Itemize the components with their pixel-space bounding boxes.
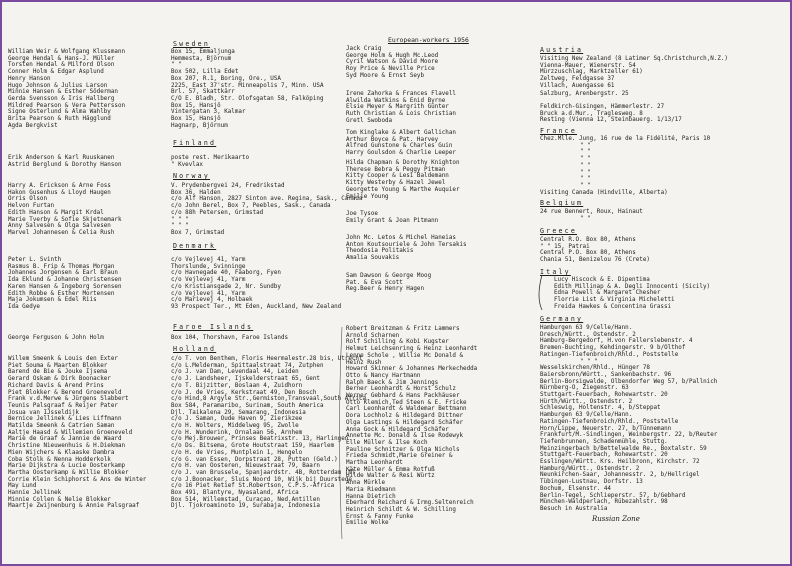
address-line: Vintergatan 3, Kalmar [171, 109, 246, 116]
denmark-addresses [171, 257, 341, 311]
section-label-austria: Austria [540, 46, 584, 54]
address-line: Bruck a.d.Mur., Traglesweg. 8 [540, 110, 643, 117]
name-line: Richard Davis & Arend Prins [8, 382, 104, 389]
name-line: Bernice Jellinek & Lies Liffmann [8, 416, 122, 423]
handwritten-note: Russian Zone [592, 515, 640, 523]
ditto-line: " " [580, 169, 591, 176]
address-line: Djl. Tjokroaminoto 19, Surabaja, Indonesia [171, 503, 320, 510]
name-line: Cyril Watson & David Moore [346, 59, 439, 66]
name-line: Pat. & Eva Scott [346, 279, 403, 286]
name-line: William Weir & Wolfgang Klussmann [8, 49, 126, 55]
address-line: c/o Kristiansgade 2, Nr. Sundby [171, 283, 281, 290]
name-line: Henry Hanson [8, 75, 51, 82]
sweden-names [8, 49, 125, 129]
name-line: Dora Lochholz & Hildegard Dittner [346, 413, 464, 420]
address-line: 2225, East 37'str. Minneapolis 7, Minn. USA [171, 82, 324, 89]
name-line: Carl Leonhardt & Waldemar Bettmann [346, 406, 467, 413]
address-line: Ratingen-Tiefenbroich/Rhld., Poststelle [540, 351, 679, 358]
name-line: Mien Wijchers & Klaaske Dambra [8, 449, 115, 456]
name-line: Piet Souma & Maarten Blokker [8, 362, 108, 369]
address-line: c/o Mej.Brouwer, Prinses Beatrixstr. 13, Harlingen [171, 436, 349, 443]
name-line: Anna Mürkle [346, 480, 386, 487]
address-line: c/o 16 Piet Retief St.Robertson, C.P.S.-Africa [171, 483, 335, 490]
name-line: Anny Salvesen & Olga Salvesen [8, 223, 111, 230]
address-line: Thorslunde, Svinninge [171, 263, 246, 270]
address-line: c/o Havnegade 40, Faaborg, Fyen [171, 270, 281, 277]
name-line: Florrie List & Virginia Micheletti [554, 297, 675, 304]
section-label-greece: Greece [540, 227, 578, 235]
address-line: " " " [171, 223, 189, 230]
section-label-norway: Norway [173, 172, 211, 180]
name-line: Gerard Oskam & Dirk Boonacker [8, 376, 111, 383]
address-line: " " 15, Patrai [540, 243, 590, 250]
address-line: c/o Alf Hanson, 2827 Sinton ave. Regina, Sask., Canada [171, 196, 363, 203]
name-line: John Mc. Letos & Michel Haneias [346, 235, 456, 241]
address-line: c/o H. de Vries, Muntplein 1, Hengelo [171, 449, 303, 456]
name-line: Emilie Wolke [346, 520, 389, 527]
name-line: Ernst & Fanny Funke [346, 513, 414, 520]
middle-names-group-1 [346, 46, 438, 80]
address-line: Chez.Mlle. Jung, 16 rue de la Fidélité, Paris 10 [540, 136, 711, 142]
italy-bracket [539, 275, 542, 310]
address-line: Box 207, R.1, Boring, Ore., USA [171, 75, 281, 82]
name-line: Conner Holm & Edgar Asplund [8, 69, 104, 76]
name-line: Orris Olson [8, 196, 48, 203]
address-line: Resting (Vienna 12, Steinbauerg. 1/13/17 [540, 117, 682, 124]
address-line: Schleswig, Holtenstr. 4, b/Steppat [540, 405, 661, 412]
section-label-finland: Finland [173, 139, 217, 147]
name-line: Roy Price & Neville Price [346, 66, 435, 73]
name-line: Freida Hawkes & Concentina Grassi [554, 303, 672, 310]
name-line: Matilda Smeenk & Catrien Saman [8, 423, 115, 430]
name-line: Heinrich Schildt & W. Schilling [346, 506, 456, 513]
address-line: c/o Hind,8 Argyle Str.,Germiston,Transvaal,South Africa [171, 396, 367, 403]
name-line: Anton Koutsouriele & John Tersakis [346, 241, 467, 248]
name-line: Minnie Collen & Nelie Blokker [8, 496, 111, 503]
section-label-italy: Italy [540, 268, 571, 276]
address-line: Vienna-Mauer, Wienerstr. 54 [540, 62, 636, 69]
name-line: Willem Smeenk & Louis den Exter [8, 356, 118, 362]
name-line: George Hendal & Hans-J. Müller [8, 55, 115, 62]
name-line: Torsten Hendal & Milford Olson [8, 62, 115, 69]
finland-addresses [171, 155, 249, 168]
name-line: Rasmus B. Frip & Thomas Morgan [8, 263, 115, 270]
name-line: Lucy Hiscock & E. Dipentima [554, 277, 650, 283]
address-line: Besuch in Australia [540, 505, 608, 512]
address-line: Box 584, Paramaribo, Surinam, South America [171, 402, 324, 409]
name-line: Gerda Svensson & Iris Hallberg [8, 95, 115, 102]
address-line: Tübingen-Lustnau, Dorfstr. 13 [540, 479, 643, 486]
belgium-lines [540, 209, 643, 222]
address-line: Box 491, Blantyre, Nyasaland, Africa [171, 490, 299, 497]
address-line: Tiefenbrunnen, Schadenmühle, Stuttg. [540, 438, 668, 445]
address-line: Visiting Canada (Hindville, Alberta) [540, 189, 668, 196]
name-line: Teunis Palsgraaf & Reijer Pater [8, 402, 118, 409]
address-line: Berlin-Tegel, Schlieperstr. 57, b/Gebhard [540, 492, 686, 499]
middle-names-group-8 [346, 326, 477, 527]
italy-lines [554, 277, 710, 311]
denmark-names [8, 257, 122, 311]
address-line: Hagnarp, Björnum [171, 122, 228, 129]
name-line: Coba Stolk & Nenna Hodderkolk [8, 456, 111, 463]
address-line: c/o Marievej 4, Holbaek [171, 297, 253, 304]
address-line: Esslingen/Württ. Krs. Heilbronn, Kirchstr. 72 [540, 459, 700, 466]
name-line: Aaltje Haasd & Willemien Groeneveld [8, 429, 133, 436]
section-label-france: France [540, 127, 578, 135]
address-line: c/o Ds. Bitsema, Grote Houtstraat 159, Haarlem [171, 443, 335, 450]
name-line: Reg.Beer & Henry Hagen [346, 286, 425, 293]
name-line: Gretl Swoboda [346, 117, 393, 124]
name-line: George Ferguson & John Holm [8, 335, 104, 341]
germany-lines [540, 325, 717, 513]
name-line: Harry A. Erickson & Arne Foss [8, 183, 111, 189]
address-line: Box 36, Halden [171, 189, 221, 196]
france-lines [540, 136, 710, 196]
name-line: Pauline Schnitzer & Olga Nichols [346, 446, 460, 453]
address-line: München-Waldperlach, Rübezahlstr. 98 [540, 499, 668, 506]
name-line: Peter L. Svinth [8, 257, 62, 263]
middle-names-group-2 [346, 91, 456, 125]
name-line: Ralph Baeck & Jim Jennings [346, 379, 439, 386]
address-line: Stuttgart-Feuerbach, Rohewartstr. 20 [540, 392, 668, 399]
address-line: c/o John Berel, Box 7, Peebles, Sask., Canada [171, 203, 331, 210]
name-line: Olga Lastings & Hildegard Schäfer [346, 419, 464, 426]
address-line: c/o J. van Dam, Levendaal 44, Leiden [171, 369, 299, 376]
address-line: Berlin-Borsigwalde, Olbendorfer Weg 57, b/Pallnich [540, 378, 718, 385]
name-line: Annette Mc. Donald & Ilse Rodewyk [346, 433, 464, 440]
austria-lines-2 [540, 91, 629, 98]
address-line: Meinzingerbach b/Bettelwalde Re., Boxtalstr. 59 [540, 445, 707, 452]
holland-addresses [171, 356, 366, 510]
name-line: Arnold Scharnen [346, 332, 400, 339]
name-line: Maria Riedmann [346, 486, 396, 493]
address-line: c/o G. van Essen, Dorpstraat 28, Putten (Geld.) [171, 456, 338, 463]
name-line: George Holm & Hugh Mc.Leod [346, 52, 439, 59]
name-line: Frank v.d.Merwe & Jürgens Slabbert [8, 396, 129, 403]
section-label-germany: Germany [540, 315, 584, 323]
address-line: Box 15, Emmaljunga [171, 49, 235, 55]
name-line: Ida Gedye [8, 303, 40, 310]
name-line: Amalia Souvakis [346, 255, 400, 262]
name-line: Howard Skinner & Johannes Merkechedda [346, 366, 478, 373]
name-line: Theodosia Politakis [346, 248, 414, 255]
address-line: c/o Vejlevej 41, Yarm [171, 290, 246, 297]
norway-names [8, 183, 122, 237]
name-line: Syd Moore & Ernst Seyb [346, 72, 425, 79]
name-line: Rolf Schilling & Kobi Kugster [346, 339, 449, 346]
name-line: Edith Robbe & Esther Mortensen [8, 290, 115, 297]
address-line: c/o J. Landsheer, Ijskelderstraat 65, Gent [171, 376, 320, 383]
address-line: c/o T. Bijzitter, Boslaan 4, Zuidhorn [171, 382, 303, 389]
address-line: c/o H. Wolters, Middelweg 95, Zwolle [171, 423, 299, 430]
greece-lines [540, 237, 650, 264]
name-line: Mildred Pearson & Vera Pettersson [8, 102, 126, 109]
name-line: Alfred Gunstone & Charles Guin [346, 143, 453, 150]
address-line: C/O E. Bladh, Str. Olofsgatan 58, Falköping [171, 95, 324, 102]
ditto-line: " " [580, 156, 591, 163]
name-line: Harry Goulsdon & Charlie Leeper [346, 150, 456, 157]
address-line: Salzburg, Arenbergstr. 25 [540, 91, 629, 97]
middle-names-group-3 [346, 130, 456, 157]
section-label-holland: Holland [173, 345, 217, 353]
address-line: Mürzzuschlag, Marktzeller 61) [540, 69, 643, 76]
name-line: Ruth Christian & Lois Christian [346, 111, 456, 118]
address-line: c/o Vejlevej 41, Yarm [171, 257, 246, 263]
address-line: Central P.O. Box 80, Athens [540, 250, 636, 257]
address-line: Neunkirchen-Saar, Johannesstr. 2, b/Hellrigel [540, 472, 700, 479]
address-line: V. Prydenbergvei 24, Fredrikstad [171, 183, 285, 189]
address-line: Central R.O. Box 80, Athens [540, 237, 636, 243]
address-line: Brl. 57, Skattkärr [171, 89, 235, 96]
name-line: Elsie Meyer & Margrith Günter [346, 104, 449, 111]
name-line: Werner Gebhard & Hans Packhäuser [346, 393, 460, 400]
name-line: Anna Gock & Hildegard Schäfer [346, 426, 449, 433]
name-line: Piet Blokker & Berend Groeneveld [8, 389, 122, 396]
name-line: Maja Jokumsen & Edel Riis [8, 297, 97, 304]
name-line: Joe Tysoe [346, 211, 378, 217]
section-label-belgium: Belgium [540, 199, 584, 207]
address-line: c/o H. Wunderink, Ornalaan 56, Arnhem [171, 429, 303, 436]
address-line: Visiting New Zealand (8 Latimer Sq.Christchurch,N.Z.) [540, 56, 728, 62]
holland-names [8, 356, 146, 510]
name-line: Edith Millinap & A. Degli Innocenti (Sicily) [554, 283, 711, 290]
name-line: Kitty Cooper & Lesi Baldemann [346, 173, 449, 180]
name-line: Minnie Hansen & Esther Söderman [8, 89, 118, 96]
faroe-names [8, 335, 104, 342]
middle-names-group-4 [346, 160, 460, 200]
name-line: Emilie Young [346, 193, 389, 200]
middle-names-group-7 [346, 273, 431, 293]
finland-names [8, 155, 122, 168]
address-line: Ratingen-Tiefenbroich/Rhld., Poststelle [540, 418, 679, 425]
address-line: c/o 88h Petersen, Grimstad [171, 209, 264, 216]
address-line: c/o Vejlevej 41, Yarm [171, 277, 246, 284]
faroe-addresses [171, 335, 288, 342]
norway-addresses [171, 183, 363, 237]
name-line: Robert Breitzman & Fritz Lammers [346, 326, 460, 332]
section-label-denmark: Denmark [173, 242, 217, 250]
name-line: Johannes Jorgensen & Earl Braun [8, 270, 118, 277]
section-label-sweden: Sweden [173, 40, 211, 48]
address-line: " " " [171, 216, 189, 223]
name-line: Therese Bebra & Peggy Pitman [346, 166, 446, 173]
name-line: Maartje Zwijnenburg & Annie Palsgraaf [8, 503, 140, 510]
address-line: c/o H. van Oosteren, Nieuwstraat 79, Baarn [171, 463, 320, 470]
document-page [2, 2, 790, 564]
address-line: 24 rue Bennert, Roux, Hainaut [540, 209, 643, 215]
address-line: " " [171, 62, 182, 69]
name-line: Heinz Rush [346, 359, 382, 366]
address-line: Villach, Auengasse 61 [540, 82, 615, 89]
name-line: Astrid Berglund & Dorothy Hanson [8, 161, 122, 168]
middle-names-group-6 [346, 235, 467, 262]
name-line: Arthur Boyce & Pat. Harvey [346, 136, 439, 143]
name-line: Marvel Johannesen & Celia Rush [8, 229, 115, 236]
address-line: poste rest. Merikaarto [171, 155, 250, 161]
address-line: Hamburgen 63 9/Celle/Hann. [540, 412, 633, 419]
address-line: Baiersbronn/Württ., Sankenbachstr. 96 [540, 371, 672, 378]
address-line: Horn/Lippe, Neuerstr. 27, b/Tünnemann [540, 425, 672, 432]
name-line: Hakon Gusenhus & Lloyd Haugen [8, 189, 111, 196]
name-line: May Lund [8, 483, 37, 490]
name-line: Eberhard Reichard & Irmg.Seltenreich [346, 500, 474, 507]
ditto-line: " " " [580, 358, 598, 365]
name-line: Otto & Nancy Hartmann [346, 372, 421, 379]
address-line: c/o J.Boonacker, Sluis Noord 10, Wijk bij Duurstede [171, 476, 352, 483]
name-line: Elle Müller & Ilse Koch [346, 439, 428, 446]
name-line: Erik Anderson & Karl Ruuskanen [8, 155, 115, 161]
header-title: European-workers 1956 [388, 36, 469, 44]
name-line: Christine Nieuwenhuis & H.Diekman [8, 443, 126, 450]
name-line: Emily Grant & Joan Pitmann [346, 217, 439, 224]
address-line: Hamburg-Bergedorf, H.von Fallerslebenstr. 4 [540, 338, 693, 345]
address-line: Frankfurt/M.-Sindlingen, Weinbergstr. 22, b/Reuter [540, 432, 718, 439]
address-line: Stuttgart-Feuerbach, Rohewartstr. 20 [540, 452, 668, 459]
name-line: Hannie Jellinek [8, 490, 62, 497]
ditto-line: " " [580, 182, 591, 189]
name-line: Georgette Young & Marthe Auquier [346, 186, 460, 193]
name-line: Martha Leonhardt [346, 460, 403, 467]
name-line: Hilda Chapman & Dorothy Knighton [346, 160, 460, 166]
address-line: Nürnberg-O, Ziegenstr. 63 [540, 385, 629, 392]
name-line: Jack Craig [346, 46, 382, 52]
name-line: Irene Zahorka & Frances Flavell [346, 91, 456, 97]
name-line: Martha Oosterkamp & Willie Blokker [8, 469, 129, 476]
address-line: Box 502, Lilla Edet [171, 69, 239, 76]
address-line: Box 104, Thorshavn, Faroe Islands [171, 335, 289, 341]
name-line: Edith Hanson & Margit Krdal [8, 209, 104, 216]
name-line: Marie de Graaf & Jannie de Waard [8, 436, 122, 443]
address-line: c/o J. de Vries, Kerkstraat 49, Den Bosch [171, 389, 317, 396]
ditto-line: " " [580, 176, 591, 183]
address-line: Box 514, Willemstad, Curaçao, Ned.Antillen [171, 496, 320, 503]
name-line: Marie Dijkstra & Lucie Oosterkamp [8, 463, 126, 470]
name-line: Helvon Furtan [8, 203, 55, 210]
address-line: Box 15, Hansjö [171, 102, 221, 109]
section-label-faroe: Faroe Islands [173, 323, 254, 331]
name-line: Karen Hansen & Ingeborg Sorensen [8, 283, 122, 290]
name-line: Barend de Bie & Jouke Ijsema [8, 369, 108, 376]
name-line: Alwilda Watkins & Enid Byrne [346, 97, 446, 104]
name-line: Frieda Schmidt,Marie Greiner & [346, 453, 453, 460]
address-line: c/o L.Melderman, Spittaalstraat 74, Zutphen [171, 362, 324, 369]
address-line: Dresch/Württ., Ostendstr. 2 [540, 331, 636, 338]
name-line: Corrie Klein Schiphorst & Ans de Winter [8, 476, 147, 483]
middle-names-group-5 [346, 211, 438, 224]
name-line: Marie Tverby & Sofie Skjetnemark [8, 216, 122, 223]
name-line: Edna Powell & Margaret Chesher [554, 290, 661, 297]
name-line: Lenne Schole , Willie Mc Donald & [346, 352, 464, 359]
address-line: Hamburg/Württ., Ostendstr. 2 [540, 465, 640, 472]
austria-lines [540, 56, 728, 90]
address-line: Chania 51, Benizelou 76 (Crete) [540, 257, 650, 264]
address-line: c/o J. van Brussele, Spanjaardstr. 4B, Rotterdam (N) [171, 469, 356, 476]
address-line: Hemmesta, Björnum [171, 55, 232, 62]
address-line: 93 Prospect Ter., Mt Eden, Auckland, New Zealand [171, 303, 342, 310]
address-line: " Kvevlax [171, 161, 203, 168]
address-line: Box 7, Grimstad [171, 229, 225, 236]
address-line: Bochum, Elsenstr. 44 [540, 485, 611, 492]
name-line: Otto Klemich,Ted Steen & E. Fricke [346, 399, 467, 406]
address-line: Wesselskirchen/Rhld., Hünger 78 [540, 365, 650, 372]
ditto-line: " " [580, 149, 591, 156]
name-line: Brita Pearson & Ruth Hägglund [8, 116, 111, 123]
ditto-line: " " [580, 162, 591, 169]
name-line: Hugo Johnson & Julius Larson [8, 82, 108, 89]
name-line: Hilde Walter & Resi Würtz [346, 473, 435, 480]
name-line: Agda Bergkvist [8, 122, 58, 129]
address-line: Box 15, Hansjö [171, 116, 221, 123]
address-line: c/o J. Saman, Oude Haven 9, Zierikzee [171, 416, 303, 423]
name-line: Signe Osterlund & Alma Wahlby [8, 109, 111, 116]
sweden-addresses [171, 49, 324, 129]
address-line: Hürth/Württ., Ostendstr. 2 [540, 398, 633, 405]
address-line: Bremen-Buchting, Kehdingerstr. 9 b/Olthof [540, 345, 686, 352]
name-line: Ida Eklund & Johanne Christensen [8, 277, 122, 284]
name-line: Berner Leonhardt & Horst Schulz [346, 386, 456, 393]
address-line: c/o T. von Benthem, Floris Heermalestr.28 bis, Utrecht [171, 356, 363, 362]
name-line: Käte Müller & Emma Rotfuß [346, 466, 435, 473]
name-line: Tom Kinglake & Albert Gallichan [346, 130, 456, 136]
name-line: Helmut Leichsenring & Heinz Leonhardt [346, 346, 478, 353]
address-line: Feldkirch-Gisingen, Hämmerlestr. 27 [540, 104, 665, 110]
address-line: Djl. Taikalena 29, Semarang, Indonesia [171, 409, 306, 416]
address-line: Hamburgen 63 9/Celle/Hann. [540, 325, 633, 331]
name-line: Hanna Dietrich [346, 493, 396, 500]
austria-lines-3 [540, 104, 682, 124]
name-line: Kitty Westerby & Hazel Jewel [346, 180, 446, 187]
ditto-line: " " [580, 142, 591, 149]
name-line: Sam Dawson & George Moog [346, 273, 432, 279]
address-line: Zeltweg, Feldgasse 37 [540, 76, 615, 83]
ditto-line: " " [580, 215, 591, 222]
name-line: Josua van IJsseldijk [8, 409, 79, 416]
